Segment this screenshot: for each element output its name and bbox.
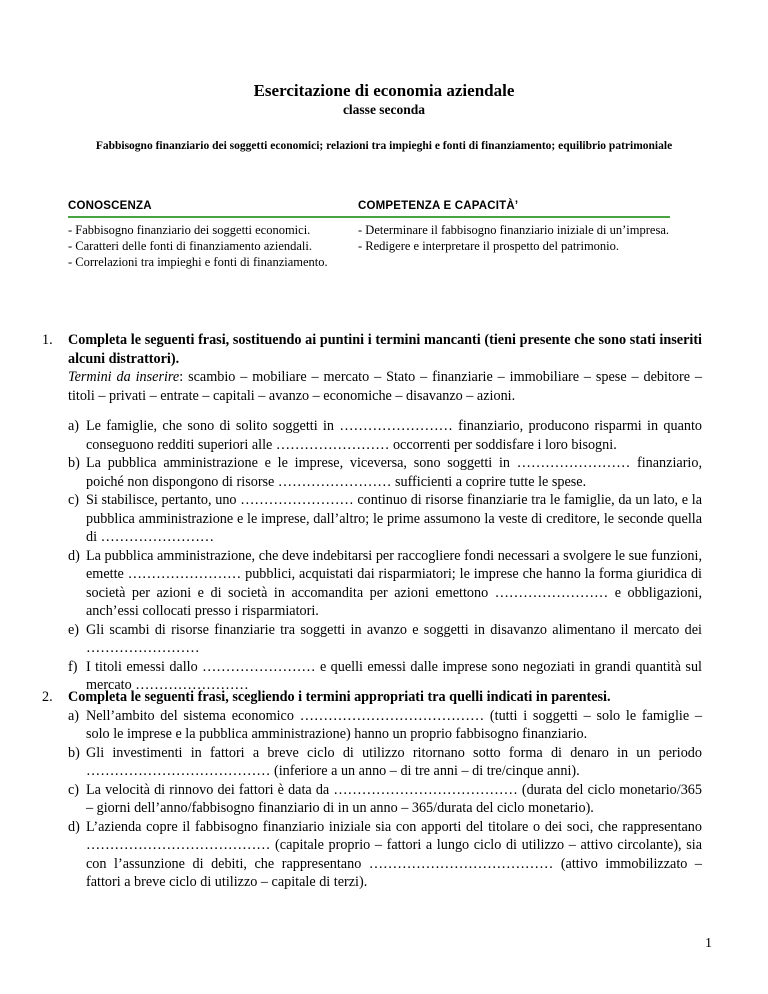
competence-item: - Redigere e interpretare il prospetto del patrimonio. [358,239,620,253]
knowledge-heading: CONOSCENZA [68,198,380,218]
exercise-2 [42,688,702,892]
terms-list: : scambio – mobiliare – mercato – Stato – finanziarie – immobiliare – spese – debitore – titoli – privati – entrate – capitali – avanzo – economiche – disavanzo – azioni. [68,369,702,404]
list-item: d) L’azienda copre il fabbisogno finanziario iniziale sia con apporti del titolare o dei soci, che rappresentano ………………………………… (capitale proprio – fattori a lungo ciclo di utilizzo – attivo circolante), sia con l’assunzione di debiti, che rappresentano ………………………………… (attivo immobilizzato – fattori a breve ciclo di utilizzo – capitale di terzi). [68,818,702,890]
competence-item: - Determinare il fabbisogno finanziario iniziale di un’impresa. [358,223,669,237]
knowledge-item: - Fabbisogno finanziario dei soggetti economici. [68,223,311,237]
list-item: c) La velocità di rinnovo dei fattori è data da ………………………………… (durata del ciclo monetario/365 – giorni dell’anno/fabbisogno finanziario di in un anno – 365/durata del ciclo monetario). [68,781,702,816]
list-item: a) Nell’ambito del sistema economico ………………………………… (tutti i soggetti – solo le famiglie – solo le imprese e la pubblica amministrazione) hanno un proprio fabbisogno finanziario. [68,707,702,742]
competence-heading: COMPETENZA E CAPACITÀ’ [358,198,670,218]
competence-column [358,198,670,254]
list-item: f) I titoli emessi dallo …………………… e quelli emessi dalle imprese sono negoziati in grandi quantità sul mercato …………………… [68,658,702,693]
exercise-number: 1. [42,332,53,348]
page-number: 1 [705,936,712,951]
list-item: b) La pubblica amministrazione e le imprese, viceversa, sono soggetti in …………………… finanziario, poiché non dispongono di risorse …………………… sufficienti a coprire tutte le spese. [68,455,702,490]
document-subtitle: classe seconda [342,102,426,117]
exercise-items [68,707,702,892]
list-item: b) Gli investimenti in fattori a breve ciclo di utilizzo ritornano sotto forma di denaro in un periodo ………………………………… (inferiore a un anno – di tre anni – di tre/cinque anni). [68,744,702,779]
list-item: a) Le famiglie, che sono di solito soggetti in …………………… finanziario, producono risparmi in quanto conseguono redditi superiori alle …………………… occorrenti per soddisfare i loro bisogni. [68,418,702,453]
knowledge-column [68,198,380,270]
terms-line [68,368,702,405]
knowledge-item: - Correlazioni tra impieghi e fonti di finanziamento. [68,255,328,269]
document-title: Esercitazione di economia aziendale [253,81,515,100]
exercise-number: 2. [42,689,53,705]
exercise-instruction: Completa le seguenti frasi, sostituendo ai puntini i termini mancanti (tieni presente che sono stati inseriti alcuni distrattori). [68,332,702,367]
exercise-instruction: Completa le seguenti frasi, scegliendo i termini appropriati tra quelli indicati in parentesi. [68,689,611,705]
list-item: e) Gli scambi di risorse finanziarie tra soggetti in avanzo e soggetti in disavanzo alimentano il mercato dei …………………… [68,621,702,656]
exercise-items [68,417,702,695]
document-topic: Fabbisogno finanziario dei soggetti economici; relazioni tra impieghi e fonti di finanziamento; equilibrio patrimoniale [95,140,673,152]
list-item: c) Si stabilisce, pertanto, uno …………………… continuo di risorse finanziarie tra le famiglie, da un lato, e la pubblica amministrazione e le imprese, dall’altro; le prime assumono la veste di creditore, le seconde quella di …………………… [68,492,702,545]
list-item: d) La pubblica amministrazione, che deve indebitarsi per raccogliere fondi necessari a svolgere le sue funzioni, emette …………………… pubblici, acquistati dai risparmiatori; le imprese che hanno la forma giuridica di società per azioni e di società in accomandita per azioni emettono …………………… e obbligazioni, anch’essi collocati presso i risparmiatori. [68,547,702,619]
terms-label: Termini da inserire [68,369,180,385]
knowledge-item: - Caratteri delle fonti di finanziamento aziendali. [68,239,312,253]
exercise-1 [42,331,702,695]
